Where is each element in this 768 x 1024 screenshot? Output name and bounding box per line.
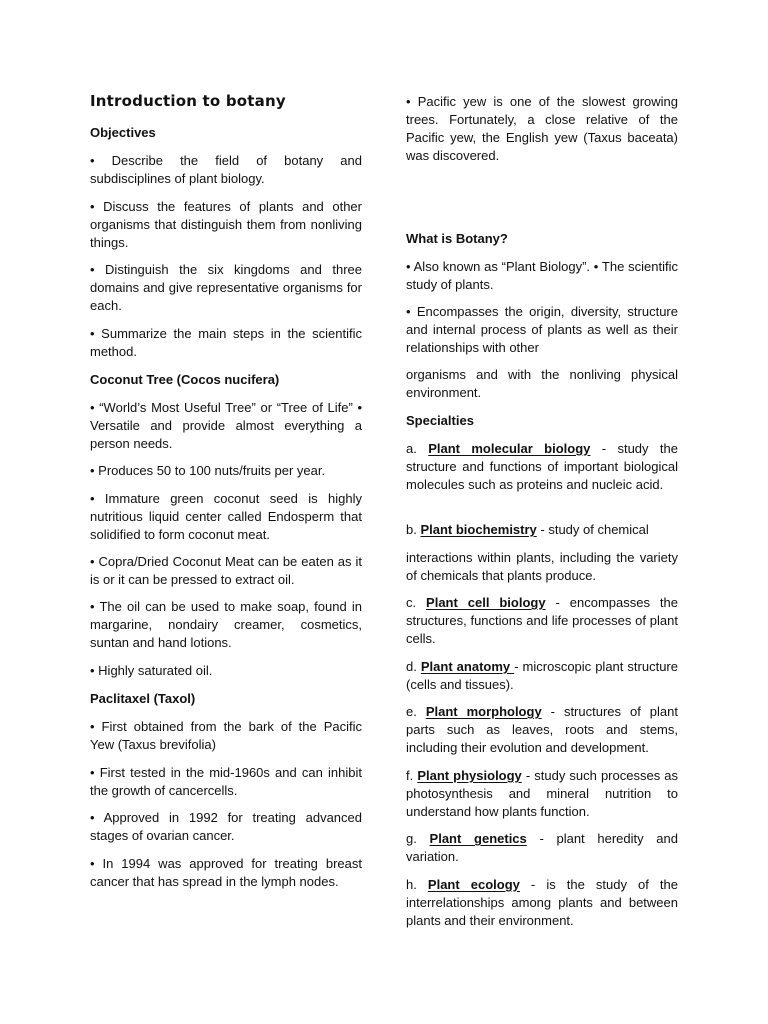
specialty-term: Plant morphology	[425, 704, 542, 719]
specialty-item	[406, 876, 678, 930]
specialty-text: - plant heredity and variation.	[406, 831, 678, 864]
objective-paragraph: • Describe the field of botany and subdisciplines of plant biology.	[90, 153, 362, 186]
specialty-prefix: g.	[406, 831, 430, 846]
botany-paragraph: • Also known as “Plant Biology”. • The scientific study of plants.	[406, 259, 678, 292]
specialty-prefix: e.	[406, 704, 426, 719]
specialty-term: Plant anatomy	[420, 659, 515, 674]
specialty-text: - structures of plant parts such as leaves, roots and stems, including their evolution and development.	[406, 704, 678, 755]
yew-paragraph: • Pacific yew is one of the slowest growing trees. Fortunately, a close relative of the Pacific yew, the English yew (Taxus baceata) was discovered.	[406, 94, 678, 163]
specialty-item	[406, 594, 678, 648]
objective-paragraph: • Summarize the main steps in the scientific method.	[90, 326, 362, 359]
taxol-heading: Paclitaxel (Taxol)	[90, 691, 196, 706]
specialty-item	[406, 767, 678, 821]
taxol-paragraph: • First obtained from the bark of the Pacific Yew (Taxus brevifolia)	[90, 719, 362, 752]
specialty-text: - encompasses the structures, functions and life processes of plant cells.	[406, 595, 678, 646]
coconut-paragraph: • Highly saturated oil.	[90, 663, 213, 678]
taxol-paragraph: • In 1994 was approved for treating breast cancer that has spread in the lymph nodes.	[90, 856, 362, 889]
document-title: Introduction to botany	[90, 92, 286, 110]
specialty-prefix: f.	[406, 768, 418, 783]
taxol-paragraph: • First tested in the mid-1960s and can inhibit the growth of cancercells.	[90, 765, 362, 798]
specialty-text: - study of chemical	[536, 522, 649, 537]
objective-paragraph: • Discuss the features of plants and other organisms that distinguish them from nonliving things.	[90, 199, 362, 250]
specialty-item	[406, 549, 678, 585]
specialty-text: interactions within plants, including the variety of chemicals that plants produce.	[406, 550, 678, 583]
coconut-paragraph: • Immature green coconut seed is highly nutritious liquid center called Endosperm that solidified to form coconut meat.	[90, 491, 362, 542]
specialty-term: Plant ecology	[427, 877, 520, 892]
specialty-term: Plant cell biology	[426, 595, 546, 610]
objectives-heading: Objectives	[90, 125, 156, 140]
coconut-heading: Coconut Tree (Cocos nucifera)	[90, 372, 280, 387]
botany-heading: What is Botany?	[406, 231, 508, 246]
coconut-paragraph: • The oil can be used to make soap, found in margarine, nondairy creamer, cosmetics, suntan and hand lotions.	[90, 599, 362, 650]
coconut-paragraph: • “World’s Most Useful Tree” or “Tree of Life” • Versatile and provide almost everything a person needs.	[90, 400, 362, 451]
specialty-item	[406, 658, 678, 694]
coconut-paragraph: • Copra/Dried Coconut Meat can be eaten as it is or it can be pressed to extract oil.	[90, 554, 362, 587]
specialty-term: Plant biochemistry	[420, 522, 537, 537]
specialty-prefix: c.	[406, 595, 427, 610]
specialty-text: - study such processes as photosynthesis and mineral nutrition to understand how plants function.	[406, 768, 679, 819]
coconut-paragraph: • Produces 50 to 100 nuts/fruits per year.	[90, 463, 326, 478]
specialty-text: - microscopic plant structure (cells and tissues).	[406, 659, 678, 692]
specialty-prefix: d.	[406, 659, 421, 674]
specialty-prefix: a.	[406, 441, 429, 456]
specialty-item	[406, 830, 678, 866]
specialties-heading: Specialties	[406, 413, 474, 428]
specialty-item	[406, 703, 678, 757]
specialty-term: Plant molecular biology	[428, 441, 591, 456]
specialty-item	[406, 521, 678, 539]
botany-paragraph: • Encompasses the origin, diversity, structure and internal process of plants as well as their relationships with other	[406, 304, 678, 355]
objective-paragraph: • Distinguish the six kingdoms and three domains and give representative organisms for each.	[90, 262, 362, 313]
taxol-paragraph: • Approved in 1992 for treating advanced stages of ovarian cancer.	[90, 810, 362, 843]
botany-paragraph: organisms and with the nonliving physical environment.	[406, 367, 678, 400]
specialty-text: - study the structure and functions of important biological molecules such as proteins and nucleic acid.	[406, 441, 678, 492]
specialty-term: Plant physiology	[417, 768, 522, 783]
specialty-prefix: h.	[406, 877, 428, 892]
specialty-prefix: b.	[406, 522, 421, 537]
specialty-item	[406, 440, 678, 494]
specialty-term: Plant genetics	[429, 831, 527, 846]
specialty-text: - is the study of the interrelationships among plants and between plants and their environment.	[406, 877, 678, 928]
